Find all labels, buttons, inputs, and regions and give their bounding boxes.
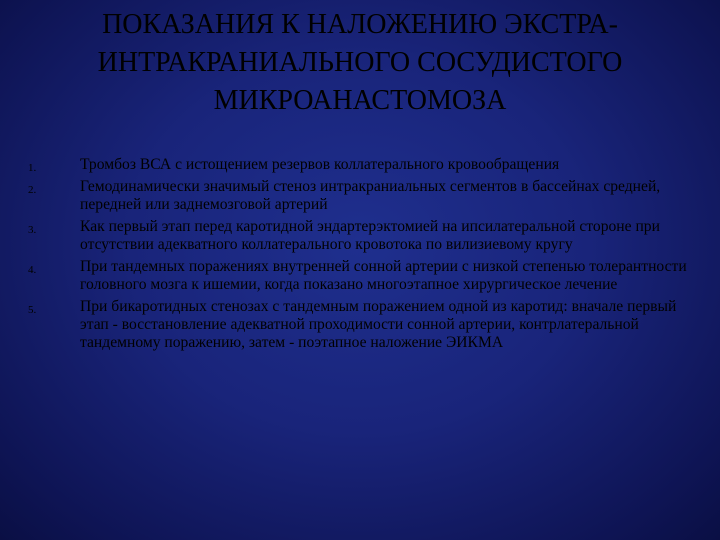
list-item xyxy=(28,298,696,352)
list-item xyxy=(28,156,696,174)
list-item-text: При бикаротидных стенозах с тандемным поражением одной из каротид: вначале первый этап - восстановление адекватной проходимости сонной артерии, контрлатеральной тандемному поражению, затем - поэтапное наложение ЭИКМА xyxy=(80,298,677,351)
title-line-2: ИНТРАКРАНИАЛЬНОГО СОСУДИСТОГО xyxy=(97,47,623,78)
list-item xyxy=(28,218,696,254)
list-item xyxy=(28,178,696,214)
list-item-text: Гемодинамически значимый стеноз интракраниальных сегментов в бассейнах средней, передней или заднемозговой артерий xyxy=(80,178,661,213)
slide-title xyxy=(30,6,690,120)
list-item-number: 3. xyxy=(28,224,37,236)
list-item-text: При тандемных поражениях внутренней сонной артерии с низкой степенью толерантности головного мозга к ишемии, когда показано многоэтапное хирургическое лечение xyxy=(80,258,687,293)
list-item-text: Тромбоз ВСА с истощением резервов коллатерального кровообращения xyxy=(80,156,560,173)
list-item-number: 2. xyxy=(28,184,37,196)
list-item xyxy=(28,258,696,294)
list-item-number: 4. xyxy=(28,264,37,276)
indications-list xyxy=(28,156,696,356)
list-item-number: 5. xyxy=(28,304,37,316)
title-line-3: МИКРОАНАСТОМОЗА xyxy=(213,85,507,116)
title-line-1: ПОКАЗАНИЯ К НАЛОЖЕНИЮ ЭКСТРА- xyxy=(102,9,618,40)
list-item-number: 1. xyxy=(28,162,37,174)
list-item-text: Как первый этап перед каротидной эндартерэктомией на ипсилатеральной стороне при отсутствии адекватного коллатерального кровотока по вилизиевому кругу xyxy=(80,218,660,253)
